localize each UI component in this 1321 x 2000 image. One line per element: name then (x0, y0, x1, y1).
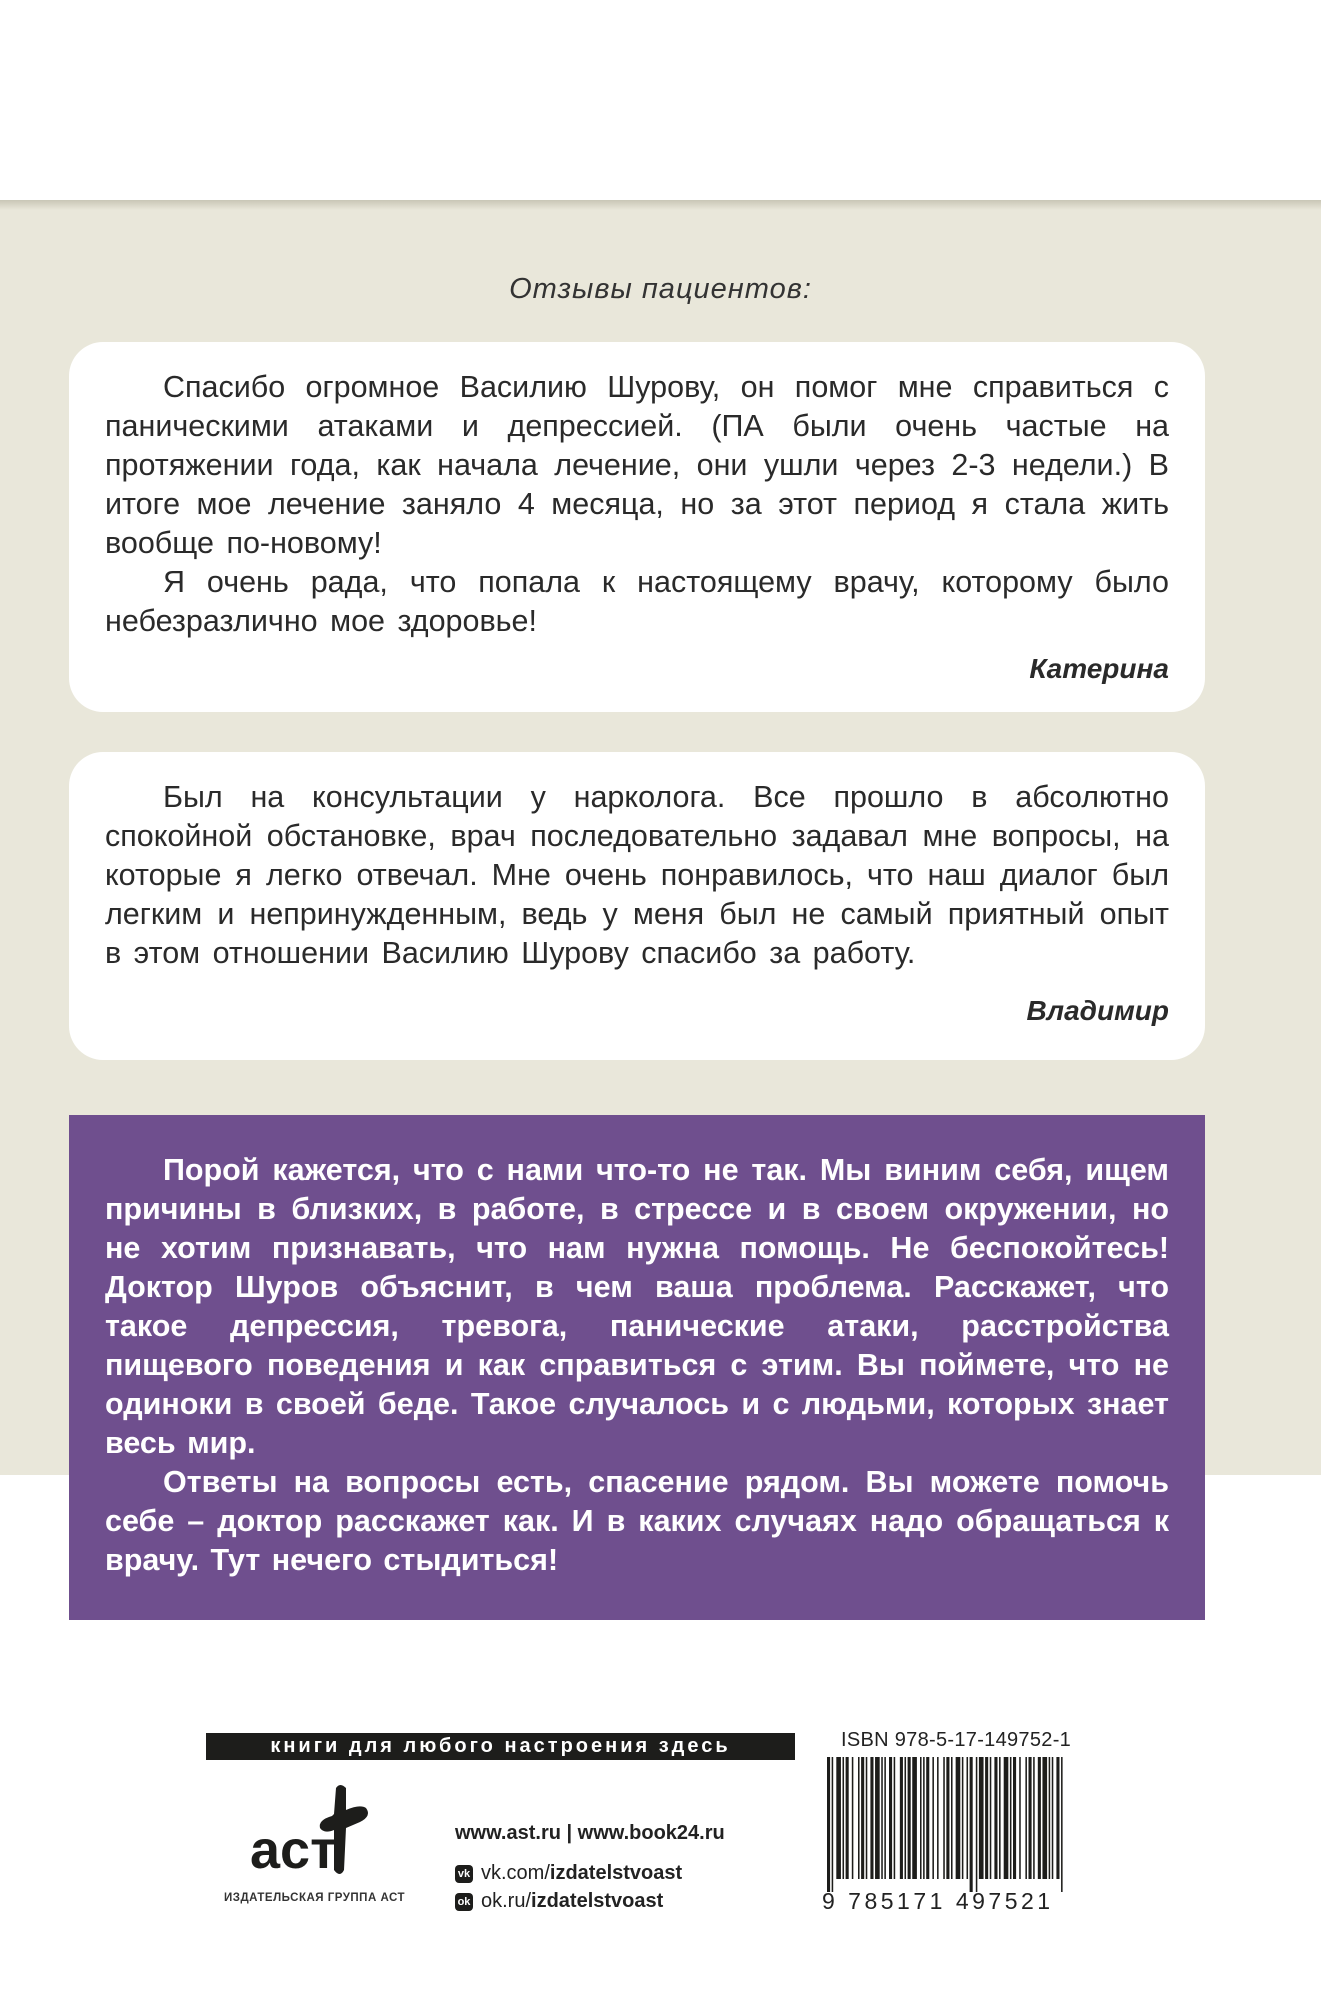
barcode-bar (858, 1757, 860, 1879)
publisher-name: ИЗДАТЕЛЬСКАЯ ГРУППА АСТ (224, 1892, 406, 1904)
barcode-bar (908, 1757, 911, 1879)
barcode-bar (1025, 1757, 1027, 1879)
barcode-bar (905, 1757, 907, 1879)
barcode-bar (832, 1757, 834, 1892)
barcode-bar (956, 1757, 961, 1879)
ok-link[interactable] (455, 1890, 663, 1913)
site-links[interactable]: www.ast.ru | www.book24.ru (455, 1822, 725, 1844)
barcode-bar (920, 1757, 922, 1879)
barcode-bar (875, 1757, 880, 1879)
review-paragraph: Спасибо огромное Василию Шурову, он помог мне справиться с паническими атаками и депрессией. (ПА были очень частые на протяжении года, как начала лечение, они ушли через 2-3 недели.) В итоге мое лечение заняло 4 месяца, но за этот период я стала жить вообще по-новому! (105, 370, 1169, 560)
barcode-bar (866, 1757, 868, 1879)
review-author: Катерина (1029, 653, 1169, 684)
barcode-bar (1010, 1757, 1012, 1879)
barcode-bar (1033, 1757, 1035, 1879)
barcode-bar (970, 1757, 973, 1892)
barcode-bar (870, 1757, 873, 1879)
barcode-bar (861, 1757, 864, 1879)
slogan-bar: книги для любого настроения здесь (206, 1733, 795, 1760)
barcode-bar (843, 1757, 845, 1879)
barcode-bar (884, 1757, 886, 1879)
barcode-bar (1013, 1757, 1016, 1879)
barcode-bar (985, 1757, 988, 1879)
barcode-bar (937, 1757, 939, 1879)
svg-text:аст: аст (250, 1820, 337, 1880)
vk-prefix: vk.com/ (481, 1862, 550, 1884)
promo-paragraph: Ответы на вопросы есть, спасение рядом. Вы можете помочь себе – доктор расскажет как. И в каких случаях надо обращаться к врачу. Тут нечего стыдиться! (105, 1465, 1169, 1577)
barcode-bar (912, 1757, 917, 1879)
barcode-bar (990, 1757, 992, 1879)
barcode-bar (951, 1757, 953, 1879)
barcode-bar (894, 1757, 896, 1879)
barcode-bar (1061, 1757, 1063, 1892)
barcode-bar (976, 1757, 978, 1892)
ok-icon: ok (455, 1893, 473, 1911)
barcode-bar (852, 1757, 854, 1879)
barcode-bar (946, 1757, 949, 1879)
barcode-bar (827, 1757, 830, 1892)
barcode-bar (979, 1757, 984, 1879)
review-text (105, 778, 1169, 973)
review-paragraph: Был на консультации у нарколога. Все прошло в абсолютно спокойной обстановке, врач последовательно задавал мне вопросы, на которые я легко отвечал. Мне очень понравилось, что наш диалог был легким и непринужденным, ведь у меня был не самый приятный опыт в этом отношении Василию Шурову спасибо за работу. (105, 780, 1169, 970)
review-card (69, 752, 1205, 1060)
barcode-bar (881, 1757, 883, 1879)
vk-link[interactable] (455, 1862, 682, 1885)
barcode-bar (926, 1757, 929, 1879)
barcode-bar (1019, 1757, 1021, 1879)
isbn-text: ISBN 978-5-17-149752-1 (841, 1729, 1072, 1751)
vk-handle: izdatelstvoast (549, 1862, 683, 1884)
barcode (827, 1757, 1067, 1892)
top-shadow-line (0, 200, 1321, 210)
barcode-bar (932, 1757, 934, 1879)
promo-box (69, 1115, 1205, 1620)
barcode-bar (900, 1757, 903, 1879)
ast-logo-icon (248, 1780, 388, 1880)
barcode-bar (962, 1757, 964, 1879)
review-paragraph: Я очень рада, что попала к настоящему врачу, которому было небезразлично мое здоровье! (105, 565, 1169, 638)
barcode-bar (1049, 1757, 1051, 1879)
barcode-bar (1029, 1757, 1032, 1879)
barcode-bar (1004, 1757, 1009, 1879)
barcode-bar (1056, 1757, 1059, 1879)
ok-handle: izdatelstvoast (531, 1890, 664, 1912)
barcode-bar (967, 1757, 969, 1879)
barcode-bar (999, 1757, 1001, 1879)
promo-paragraph: Порой кажется, что с нами что-то не так. Мы виним себя, ищем причины в близких, в работе, в стрессе и в своем окружении, но не хотим признавать, что нам нужна помощь. Не беспокойтесь! Доктор Шуров объяснит, в чем ваша проблема. Расскажет, что такое депрессия, тревога, панические атаки, расстройства пищевого поведения и как справиться с этим. Вы поймете, что не одиноки в своей беде. Такое случалось и с людьми, которых знает весь мир. (105, 1153, 1169, 1460)
barcode-bar (889, 1757, 892, 1879)
reviews-heading: Отзывы пациентов: (509, 273, 812, 305)
ast-logo (248, 1780, 388, 1880)
review-text (105, 368, 1169, 641)
vk-icon: vk (455, 1865, 473, 1883)
barcode-bar (943, 1757, 945, 1879)
barcode-bar (923, 1757, 925, 1879)
review-card (69, 342, 1205, 712)
barcode-bar (836, 1757, 841, 1879)
review-author: Владимир (1026, 995, 1169, 1026)
barcode-bar (994, 1757, 997, 1879)
barcode-digits: 9 785171 497521 (822, 1888, 1054, 1914)
barcode-bar (846, 1757, 849, 1879)
barcode-bar (1038, 1757, 1041, 1879)
barcode-bar (1052, 1757, 1054, 1879)
ok-prefix: ok.ru/ (481, 1890, 532, 1912)
barcode-bar (1042, 1757, 1047, 1879)
